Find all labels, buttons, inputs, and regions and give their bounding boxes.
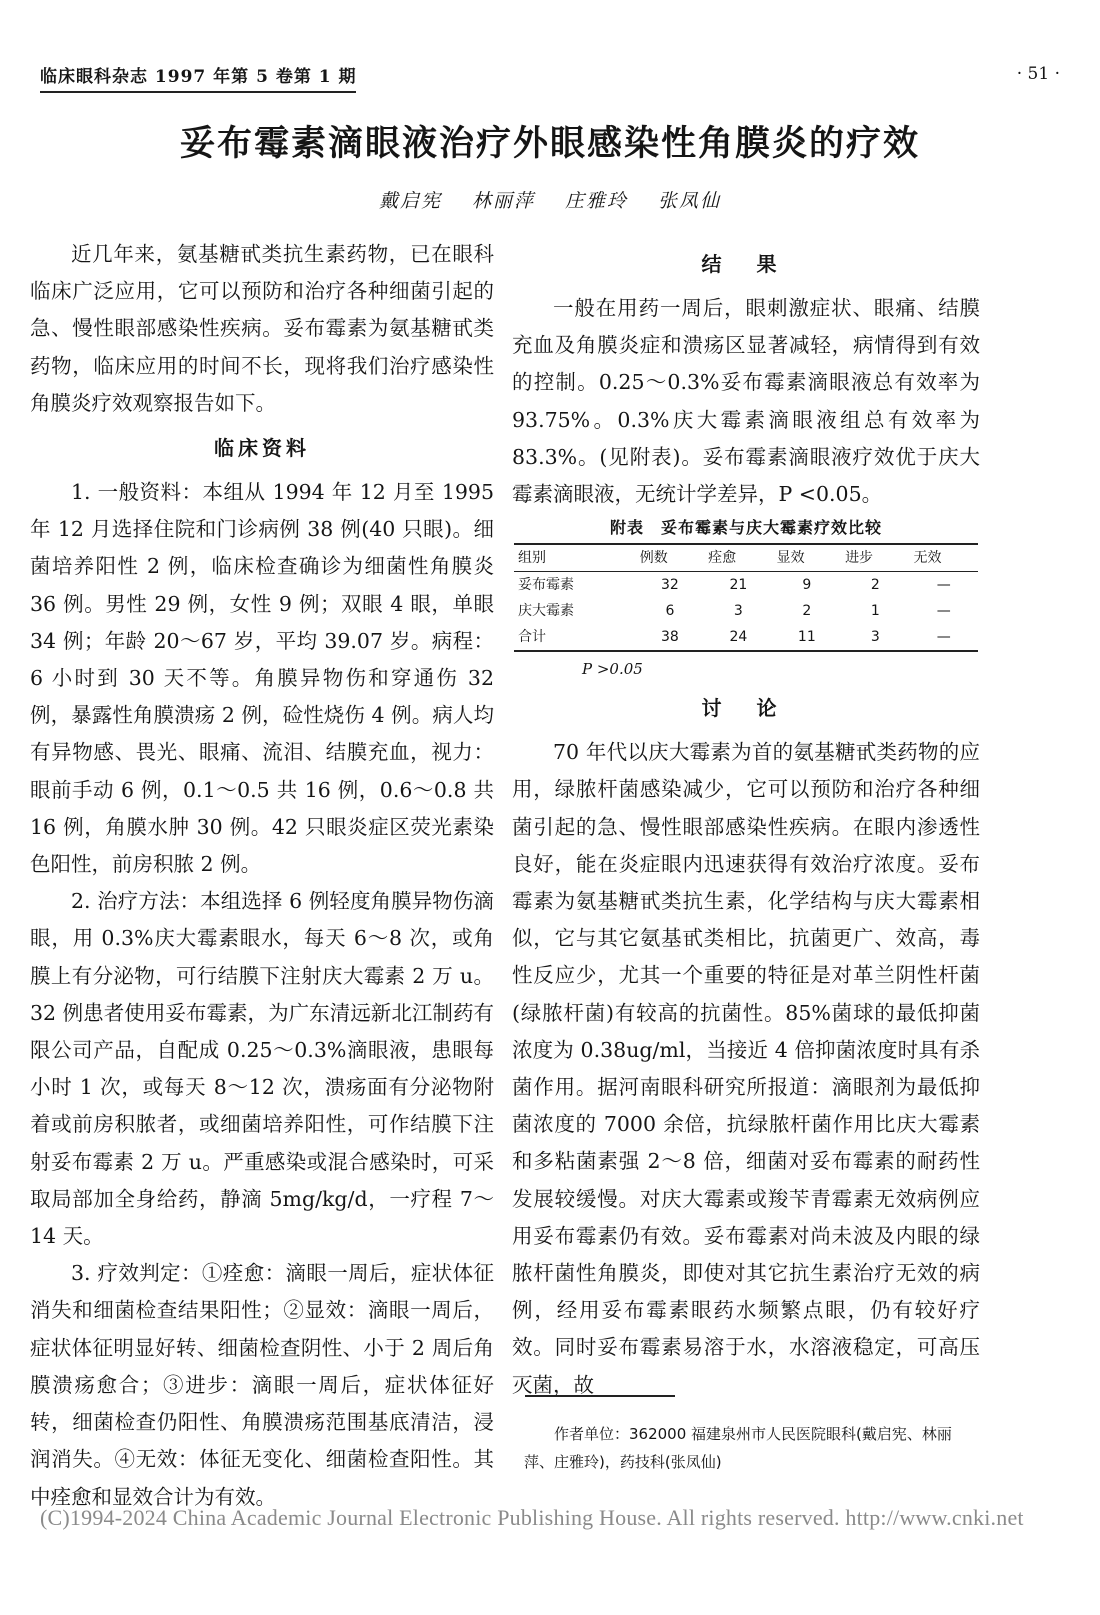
intro-paragraph: 近几年来，氨基糖甙类抗生素药物，已在眼科临床广泛应用，它可以预防和治疗各种细菌引起的急、慢性眼部感染性疾病。妥布霉素为氨基糖甙类药物，临床应用的时间不长，现将我们治疗感染性角膜炎疗效观察报告如下。 (30, 242, 494, 415)
table-row (514, 572, 978, 599)
table-cell: 妥布霉素 (518, 577, 574, 594)
table-cell: 3 (841, 624, 909, 651)
table-header-cell: 无效 (910, 544, 978, 572)
table-cell: 9 (802, 577, 812, 594)
table-row (514, 624, 978, 651)
discussion-paragraph: 70 年代以庆大霉素为首的氨基糖甙类药物的应用，绿脓杆菌感染减少，它可以预防和治疗各种细菌引起的急、慢性眼部感染性疾病。在眼内渗透性良好，能在炎症眼内迅速获得有效治疗浓度。妥布霉素为氨基糖甙类抗生素，化学结构与庆大霉素相似，它与其它氨基甙类相比，抗菌更广、效高，毒性反应少，尤其一个重要的特征是对革兰阴性杆菌(绿脓杆菌)有较高的抗菌性。85%菌球的最低抑菌浓度为 0.38ug/ml，当接近 4 倍抑菌浓度时具有杀菌作用。据河南眼科研究所报道：滴眼剂为最低抑菌浓度的 7000 余倍，抗绿脓杆菌作用比庆大霉素和多粘菌素强 2～8 倍，细菌对妥布霉素的耐药性发展较缓慢。对庆大霉素或羧苄青霉素无效病例应用妥布霉素仍有效。妥布霉素对尚未波及内眼的绿脓杆菌性角膜炎，即使对其它抗生素治疗无效的病例，经用妥布霉素眼药水频繁点眼，仍有较好疗效。同时妥布霉素易溶于水，水溶液稳定，可高压灭菌，故 (512, 740, 980, 1397)
table-header-cell: 显效 (773, 544, 841, 572)
journal-citation: 临床眼科杂志 1997 年第 5 卷第 1 期 (40, 62, 356, 93)
table-header-row (514, 544, 978, 572)
author-list: 戴启宪 林丽萍 庄雅玲 张凤仙 (378, 190, 722, 212)
table-cell: 38 (636, 624, 704, 651)
table-caption: 附表 妥布霉素与庆大霉素疗效比较 (609, 518, 882, 538)
table-header-cell: 进步 (841, 544, 909, 572)
right-column (512, 236, 980, 1404)
efficacy-table (514, 543, 978, 652)
footnote-rule (525, 1395, 675, 1397)
table-cell: — (936, 603, 951, 620)
efficacy-criteria-paragraph: 3. 疗效判定：①痊愈：滴眼一周后，症状体征消失和细菌检查结果阳性；②显效：滴眼一周后，症状体征明显好转、细菌检查阴性、小于 2 周后角膜溃疡愈合；③进步：滴眼一周后，症状体征好转，细菌检查仍阳性、角膜溃疡范围基底清洁，浸润消失。④无效：体征无变化、细菌检查阳性。其中痊愈和显效合计为有效。 (30, 1261, 494, 1509)
copyright-watermark: (C)1994-2024 China Academic Journal Electronic Publishing House. All rights reserved. http://www.cnki.net (40, 1505, 1024, 1530)
table-cell: — (936, 577, 951, 594)
table-cell: 11 (773, 624, 841, 651)
results-paragraph: 一般在用药一周后，眼刺激症状、眼痛、结膜充血及角膜炎症和溃疡区显著减轻，病情得到有效的控制。0.25～0.3%妥布霉素滴眼液总有效率为 93.75%。0.3%庆大霉素滴眼液组总有效率为 83.3%。(见附表)。妥布霉素滴眼液疗效优于庆大霉素滴眼液，无统计学差异，P <0.05。 (512, 296, 980, 507)
table-cell: 合计 (514, 624, 636, 651)
table-row (514, 598, 978, 624)
table-cell: 3 (733, 603, 743, 620)
running-header (40, 62, 1060, 90)
table-cell: 2 (870, 577, 880, 594)
section-heading-results: 结 果 (701, 252, 791, 276)
table-cell: 21 (729, 577, 748, 594)
table-header-cell: 例数 (636, 544, 704, 572)
treatment-method-paragraph: 2. 治疗方法：本组选择 6 例轻度角膜异物伤滴眼，用 0.3%庆大霉素眼水，每天 6～8 次，或角膜上有分泌物，可行结膜下注射庆大霉素 2 万 u。32 例患者使用妥布霉素，为广东清远新北江制药有限公司产品，自配成 0.25～0.3%滴眼液，患眼每小时 1 次，或每天 8～12 次，溃疡面有分泌物附着或前房积脓者，或细菌培养阳性，可作结膜下注射妥布霉素 2 万 u。严重感染或混合感染时，可采取局部加全身给药，静滴 5mg/kg/d，一疗程 7～14 天。 (30, 889, 494, 1249)
table-cell: 1 (870, 603, 880, 620)
page-number: · 51 · (1016, 64, 1060, 84)
article-title: 妥布霉素滴眼液治疗外眼感染性角膜炎的疗效 (179, 123, 920, 164)
left-column (30, 236, 494, 1516)
table-header-cell: 痊愈 (704, 544, 772, 572)
table-p-value-note: P >0.05 (582, 660, 643, 679)
table-cell: 32 (661, 577, 679, 594)
table-header-cell: 组别 (514, 544, 636, 572)
section-heading-discussion: 讨 论 (701, 696, 791, 721)
table-cell: 6 (665, 603, 675, 620)
section-heading-clinical-data: 临床资料 (214, 436, 310, 461)
author-affiliation-footnote: 作者单位：362000 福建泉州市人民医院眼科(戴启宪、林丽萍、庄雅玲)，药技科(张凤仙) (524, 1425, 952, 1471)
table-cell: 2 (802, 603, 812, 620)
table-cell: 庆大霉素 (518, 603, 574, 620)
table-cell: 24 (704, 624, 772, 651)
general-data-paragraph: 1. 一般资料：本组从 1994 年 12 月至 1995 年 12 月选择住院和门诊病例 38 例(40 只眼)。细菌培养阳性 2 例，临床检查确诊为细菌性角膜炎 36 例。男性 29 例，女性 9 例；双眼 4 眼，单眼 34 例；年龄 20～67 岁，平均 39.07 岁。病程：6 小时到 30 天不等。角膜异物伤和穿通伤 32 例，暴露性角膜溃疡 2 例，硷性烧伤 4 例。病人均有异物感、畏光、眼痛、流泪、结膜充血，视力：眼前手动 6 例，0.1～0.5 共 16 例，0.6～0.8 共 16 例，角膜水肿 30 例。42 只眼炎症区荧光素染色阳性，前房积脓 2 例。 (30, 480, 494, 877)
table-cell: — (910, 624, 978, 651)
